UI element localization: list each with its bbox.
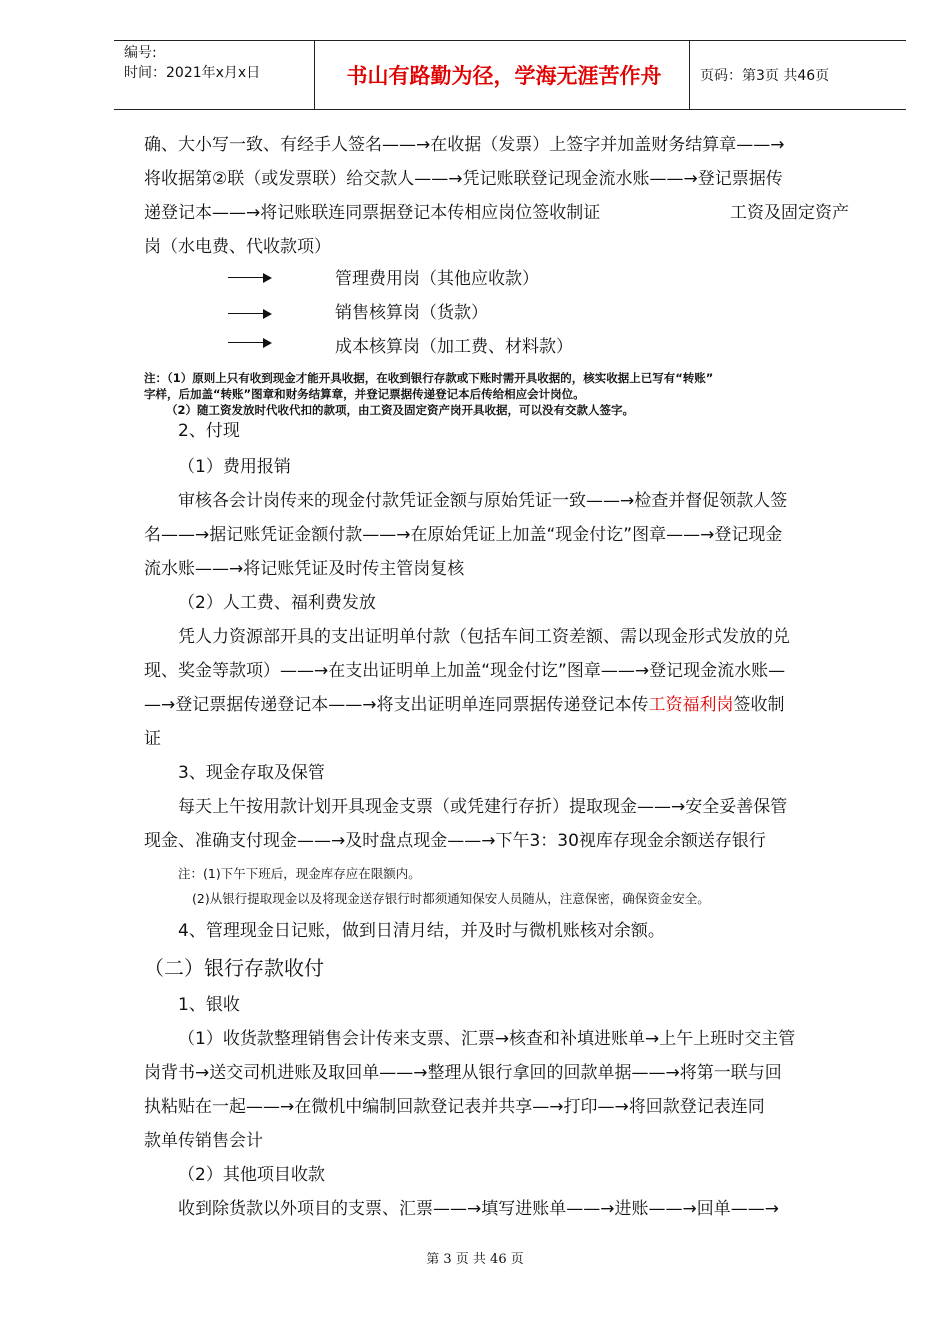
body-line: 现金、准确支付现金——→及时盘点现金——→下午3：30视库存现金余额送存银行: [144, 831, 766, 851]
note-line: 注：（1）原则上只有收到现金才能开具收据，在收到银行存款或下账时需开具收据的，核实收据上已写有“转账”: [144, 371, 714, 385]
body-text: 签收制: [733, 695, 785, 715]
highlight-text: 工资福利岗: [648, 695, 734, 715]
arrow-icon: [228, 272, 272, 284]
body-line: 流水账——→将记账凭证及时传主管岗复核: [144, 559, 465, 579]
body-line: 款单传销售会计: [144, 1131, 263, 1151]
page-footer: 第 3 页 共 46 页: [426, 1252, 524, 1267]
body-line: 销售核算岗（货款）: [335, 303, 488, 323]
body-line: 执粘贴在一起——→在微机中编制回款登记表并共享—→打印—→将回款登记表连同: [144, 1097, 765, 1117]
subsection-heading: （2）人工费、福利费发放: [178, 593, 376, 613]
body-line: 确、大小写一致、有经手人签名——→在收据（发票）上签字并加盖财务结算章——→: [144, 135, 785, 155]
body-line: 成本核算岗（加工费、材料款）: [335, 337, 573, 357]
body-line: 每天上午按用款计划开具现金支票（或凭建行存折）提取现金——→安全妥善保管: [178, 797, 788, 817]
subsection-heading: （2）其他项目收款: [178, 1165, 325, 1185]
body-line: 审核各会计岗传来的现金付款凭证金额与原始凭证一致——→检查并督促领款人签: [178, 491, 788, 511]
body-line: 现、奖金等款项）——→在支出证明单上加盖“现金付讫”图章——→登记现金流水账—: [144, 661, 786, 681]
header-divider: [314, 41, 315, 109]
chapter-heading: （二）银行存款收付: [144, 956, 324, 980]
arrow-icon: [228, 337, 272, 349]
time-label: 时间：2021年x月x日: [124, 65, 261, 81]
body-line: [144, 694, 785, 716]
note-line: 字样，后加盖“转账”图章和财务结算章，并登记票据传递登记本后传给相应会计岗位。: [144, 387, 585, 401]
body-line: 岗背书→送交司机进账及取回单——→整理从银行拿回的回款单据——→将第一联与回: [144, 1063, 782, 1083]
motto: 书山有路勤为径，学海无涯苦作舟: [346, 64, 662, 88]
header-meta: [124, 43, 260, 83]
body-line: 递登记本——→将记账联连同票据登记本传相应岗位签收制证: [144, 203, 601, 223]
section-heading: 1、银收: [178, 995, 240, 1015]
body-line: 名——→据记账凭证金额付款——→在原始凭证上加盖“现金付讫”图章——→登记现金: [144, 525, 783, 545]
arrow-icon: [228, 308, 272, 320]
subsection-heading: （1）费用报销: [178, 457, 291, 477]
body-line: 证: [144, 729, 161, 749]
section-heading: 2、付现: [178, 421, 240, 441]
section-heading: 4、管理现金日记账，做到日清月结，并及时与微机账核对余额。: [178, 921, 665, 941]
note-line: (2)从银行提取现金以及将现金送存银行时都须通知保安人员随从，注意保密，确保资金安全。: [192, 891, 710, 906]
body-line: 管理费用岗（其他应收款）: [335, 269, 539, 289]
section-heading: 3、现金存取及保管: [178, 763, 325, 783]
body-text: —→登记票据传递登记本——→将支出证明单连同票据传递登记本传: [144, 695, 649, 715]
body-line: 工资及固定资产: [730, 203, 849, 223]
body-line: 将收据第②联（或发票联）给交款人——→凭记账联登记现金流水账——→登记票据传: [144, 169, 783, 189]
number-label: 编号:: [124, 45, 157, 61]
header-divider: [689, 41, 690, 109]
header-table: [114, 40, 906, 110]
note-line: 注：(1)下午下班后，现金库存应在限额内。: [178, 866, 421, 881]
note-line: （2）随工资发放时代收代扣的款项，由工资及固定资产岗开具收据，可以没有交款人签字。: [166, 403, 634, 417]
body-line: （1）收货款整理销售会计传来支票、汇票→核查和补填进账单→上午上班时交主管: [178, 1029, 796, 1049]
page-info: 页码：第3页 共46页: [700, 68, 830, 84]
body-line: 凭人力资源部开具的支出证明单付款（包括车间工资差额、需以现金形式发放的兑: [178, 627, 790, 647]
body-line: 收到除货款以外项目的支票、汇票——→填写进账单——→进账——→回单——→: [178, 1199, 779, 1219]
body-line: 岗（水电费、代收款项）: [144, 237, 331, 257]
